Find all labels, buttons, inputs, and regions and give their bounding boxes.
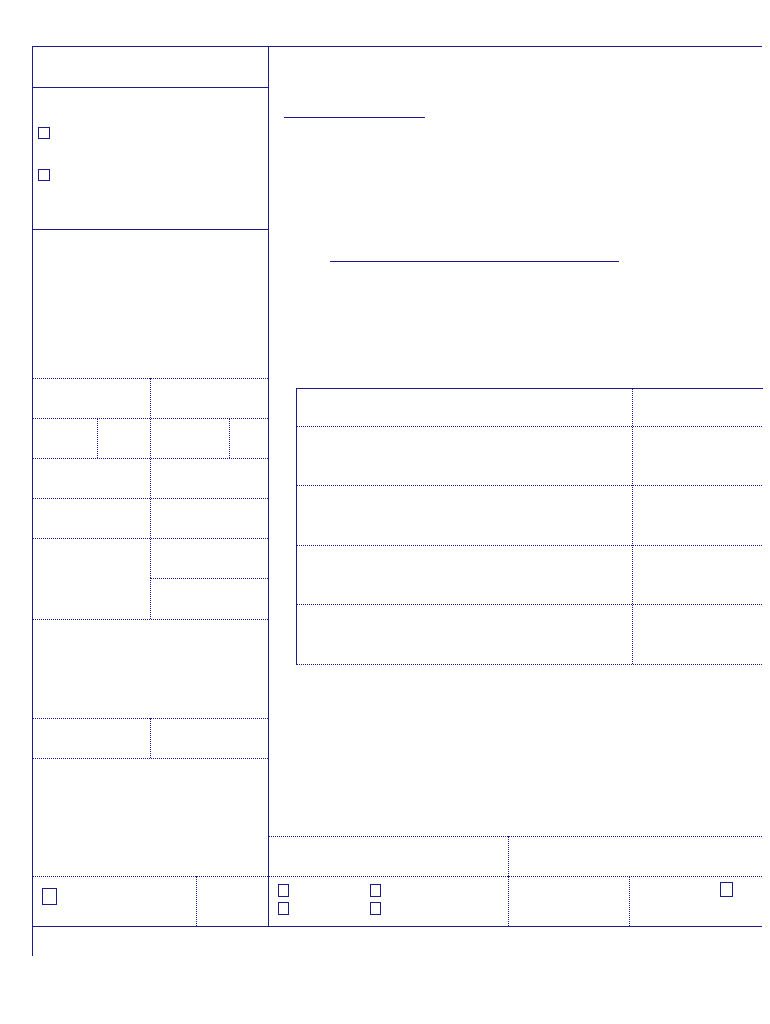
court-date-field[interactable]: [510, 894, 627, 924]
child-dob-field-2[interactable]: [634, 487, 761, 544]
checkbox-am[interactable]: [720, 882, 733, 897]
checkbox-deputy-csc[interactable]: [370, 884, 381, 897]
checkbox-abandonment[interactable]: [38, 127, 50, 139]
file-no-bottom: [32, 87, 268, 88]
ssn-field[interactable]: [34, 472, 148, 496]
div-left-mid-1: [150, 378, 151, 578]
notice-bottom: [268, 836, 762, 837]
child-col-divider: [632, 388, 633, 664]
witnesses-field[interactable]: [34, 774, 266, 874]
age-field[interactable]: [231, 432, 266, 456]
div-court-time: [629, 876, 630, 926]
dob-field[interactable]: [152, 432, 227, 456]
signature-field[interactable]: [270, 853, 506, 875]
checkbox-magistrate[interactable]: [278, 884, 289, 897]
child-dob-field-1[interactable]: [634, 428, 761, 484]
county-residence-field-2[interactable]: [34, 733, 148, 756]
right-top-border: [268, 46, 762, 47]
left-border: [32, 46, 33, 956]
child-name-field-4[interactable]: [298, 606, 630, 663]
center-divider: [268, 46, 269, 926]
complainant-field[interactable]: [34, 634, 266, 716]
child-name-field-2[interactable]: [298, 487, 630, 544]
fingerprint-top: [32, 876, 268, 877]
court-time-field[interactable]: [631, 894, 716, 924]
div-dob-age: [229, 418, 230, 458]
div-sig-location: [508, 836, 509, 876]
child-table-header-bottom: [296, 426, 762, 427]
child-row-4-bottom: [296, 664, 762, 665]
signature-bottom: [268, 876, 762, 877]
checkbox-assistant-csc[interactable]: [278, 902, 289, 915]
child-row-3-bottom: [296, 604, 762, 605]
checkbox-clerk-superior[interactable]: [370, 902, 381, 915]
telephone-field-2[interactable]: [152, 733, 266, 756]
state-vs-bottom: [32, 229, 268, 230]
employer-field[interactable]: [34, 512, 266, 536]
div-dateoff-left: [150, 578, 151, 619]
div-court-date: [508, 876, 509, 926]
name-address-field[interactable]: [34, 244, 266, 376]
file-no-field[interactable]: [34, 62, 266, 86]
div-date-issued: [196, 876, 197, 926]
county-blank[interactable]: [284, 117, 425, 118]
child-dob-field-4[interactable]: [634, 606, 761, 663]
bottom-section-border: [32, 926, 762, 927]
checkbox-nonsupport-child[interactable]: [38, 169, 50, 181]
child-name-field-1[interactable]: [298, 428, 630, 484]
date-of-offense-field[interactable]: [152, 593, 266, 617]
child-row-2-bottom: [296, 545, 762, 546]
race-field[interactable]: [34, 432, 95, 456]
county2-row-bottom: [32, 758, 268, 759]
location-field[interactable]: [510, 853, 760, 875]
dateoff-top: [150, 578, 268, 579]
top-border: [32, 46, 268, 47]
offense-row-bottom: [32, 619, 268, 620]
child-name-field-3[interactable]: [298, 547, 630, 603]
sex-field[interactable]: [99, 432, 148, 456]
child-dob-field-3[interactable]: [634, 547, 761, 603]
div-race-sex: [97, 418, 98, 458]
div-county2: [150, 718, 151, 758]
date-issued-field[interactable]: [198, 894, 266, 924]
checkbox-fingerprint[interactable]: [42, 888, 57, 905]
telephone-field[interactable]: [152, 392, 266, 416]
drivers-license-field[interactable]: [152, 472, 266, 496]
child-row-1-bottom: [296, 485, 762, 486]
spouse-name-blank[interactable]: [330, 261, 619, 262]
county-residence-field[interactable]: [34, 392, 148, 416]
